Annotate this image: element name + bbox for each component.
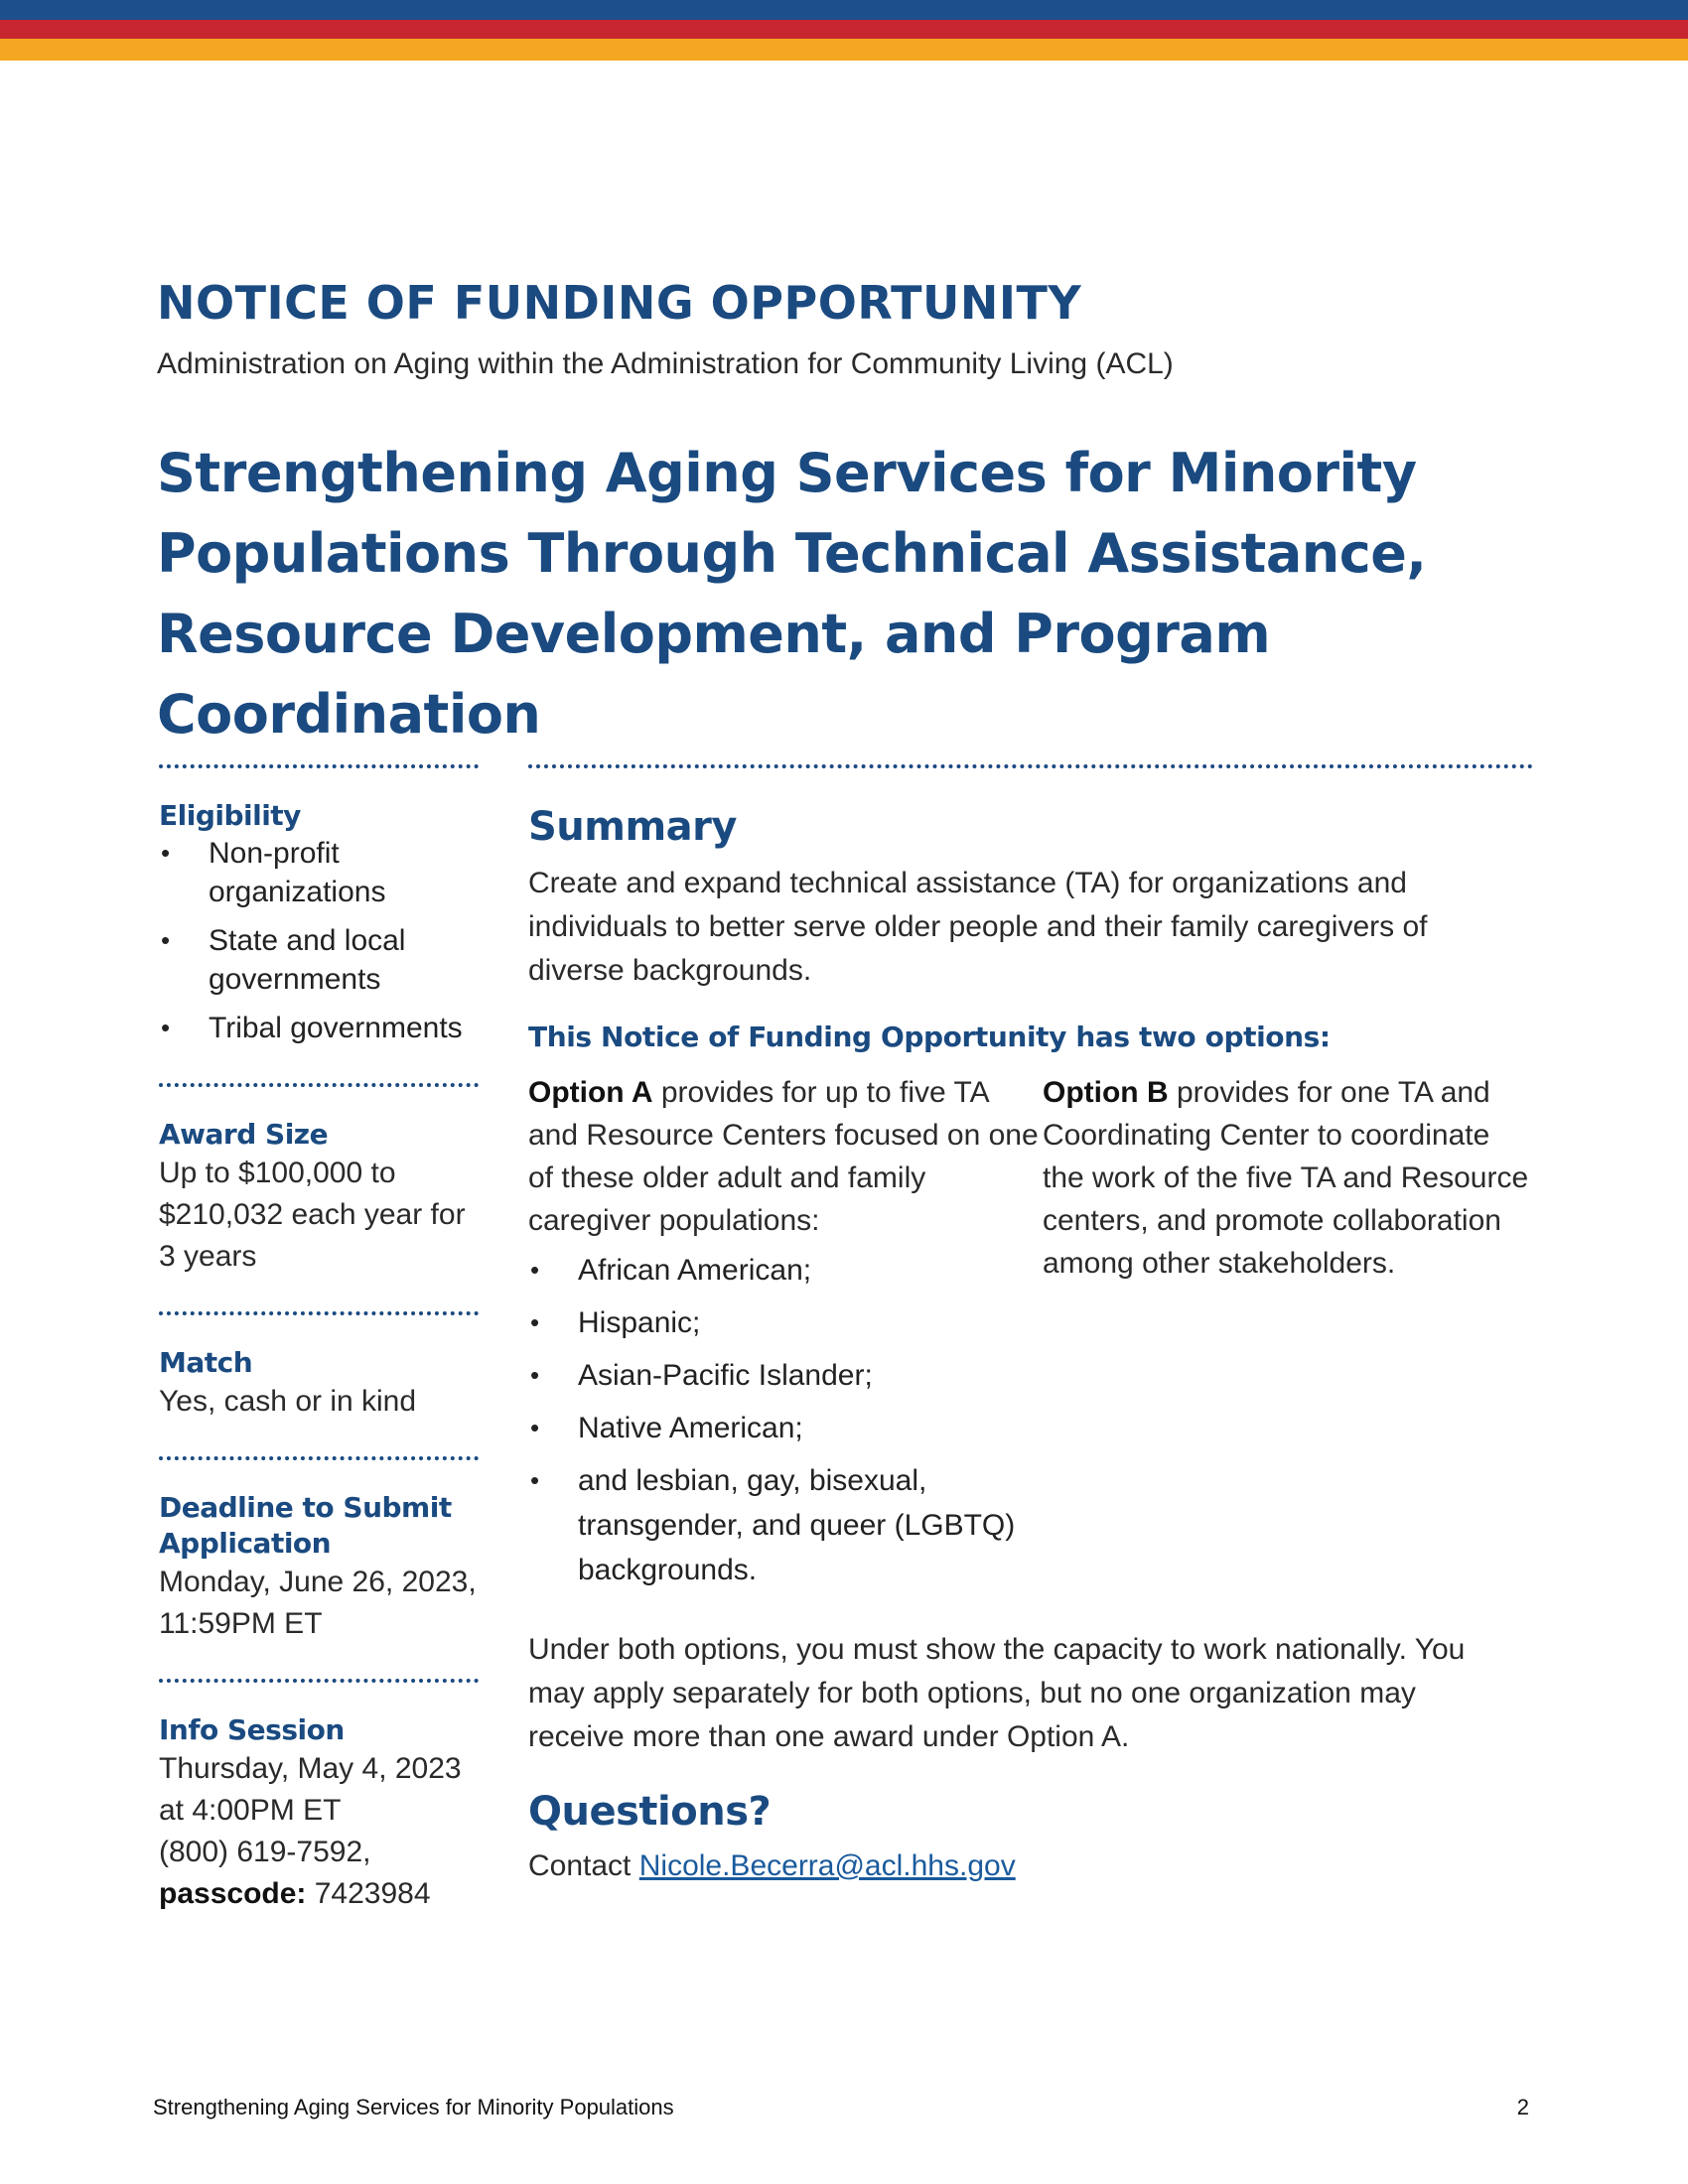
list-item: • Asian-Pacific Islander;: [528, 1353, 1043, 1398]
option-b-description: provides for one TA and Coordinating Center to coordinate the work of the five TA and Resource centers, and promote collaboration among other stakeholders.: [1043, 1076, 1529, 1280]
option-b-label: Option B: [1043, 1076, 1169, 1109]
option-b-text: [1043, 1071, 1529, 1285]
sidebar: [159, 764, 479, 1949]
divider: [528, 764, 1533, 768]
passcode-value: 7423984: [314, 1877, 431, 1910]
info-session-label: Info Session: [159, 1713, 345, 1746]
questions-heading: Questions?: [528, 1789, 772, 1835]
info-session-time: at 4:00PM ET: [159, 1794, 342, 1827]
info-session-passcode: [159, 1873, 479, 1915]
list-item: • Native American;: [528, 1406, 1043, 1450]
eligibility-list: [159, 834, 479, 1047]
award-size-label: Award Size: [159, 1118, 329, 1151]
contact-label: Contact: [528, 1849, 632, 1882]
agency-subtitle: Administration on Aging within the Administration for Community Living (ACL): [157, 347, 1174, 380]
option-a-description: provides for up to five TA and Resource Centers focused on one of these older adult and family caregiver populations:: [528, 1076, 1039, 1237]
eligibility-section: [159, 768, 479, 1083]
page-number: 2: [1516, 2095, 1529, 2119]
match-value: Yes, cash or in kind: [159, 1385, 417, 1418]
deadline-label: Deadline to Submit Application: [159, 1491, 452, 1560]
red-bar: [0, 20, 1688, 39]
deadline-value: Monday, June 26, 2023, 11:59PM ET: [159, 1566, 477, 1640]
footer-title: Strengthening Aging Services for Minority Populations: [153, 2095, 674, 2119]
notice-title: NOTICE OF FUNDING OPPORTUNITY: [157, 276, 1082, 330]
option-b-column: [1043, 1071, 1529, 1600]
options-columns: [528, 1071, 1533, 1600]
list-item: • Hispanic;: [528, 1300, 1043, 1345]
orange-bar: [0, 39, 1688, 61]
list-item: • African American;: [528, 1248, 1043, 1293]
document-header: [157, 276, 1547, 754]
list-item: • and lesbian, gay, bisexual, transgender, and queer (LGBTQ) backgrounds.: [528, 1458, 1043, 1592]
eligibility-label: Eligibility: [159, 799, 301, 832]
option-a-column: [528, 1071, 1043, 1600]
list-item: • Non-profit organizations: [159, 834, 479, 911]
award-size-value: Up to $100,000 to $210,032 each year for 3 years: [159, 1157, 466, 1273]
info-session-section: [159, 1683, 479, 1949]
match-section: [159, 1315, 479, 1456]
contact-email-link[interactable]: Nicole.Becerra@acl.hhs.gov: [638, 1849, 1016, 1882]
deadline-section: [159, 1460, 479, 1679]
main-title: Strengthening Aging Services for Minority Populations Through Technical Assistance, Resource Development, and Program Coordination: [157, 442, 1427, 746]
summary-text: Create and expand technical assistance (TA) for organizations and individuals to better serve older people and their family caregivers of diverse backgrounds.: [528, 867, 1428, 987]
option-a-label: Option A: [528, 1076, 653, 1109]
match-label: Match: [159, 1346, 253, 1379]
contact-line: [528, 1844, 1472, 1888]
passcode-label: passcode:: [159, 1877, 307, 1910]
summary-heading: Summary: [528, 804, 737, 850]
population-list: [528, 1248, 1043, 1592]
info-session-date: Thursday, May 4, 2023: [159, 1752, 462, 1785]
top-color-bars: [0, 0, 1688, 61]
main-content: [528, 764, 1533, 1888]
award-size-section: [159, 1087, 479, 1311]
list-item: • Tribal governments: [159, 1009, 479, 1047]
options-heading: This Notice of Funding Opportunity has two options:: [528, 1021, 1331, 1053]
list-item: • State and local governments: [159, 921, 479, 999]
info-session-phone: (800) 619-7592,: [159, 1836, 371, 1868]
option-a-text: [528, 1071, 1043, 1242]
blue-bar: [0, 0, 1688, 20]
both-options-text: Under both options, you must show the capacity to work nationally. You may apply separately for both options, but no one organization may receive more than one award under Option A.: [528, 1633, 1466, 1753]
